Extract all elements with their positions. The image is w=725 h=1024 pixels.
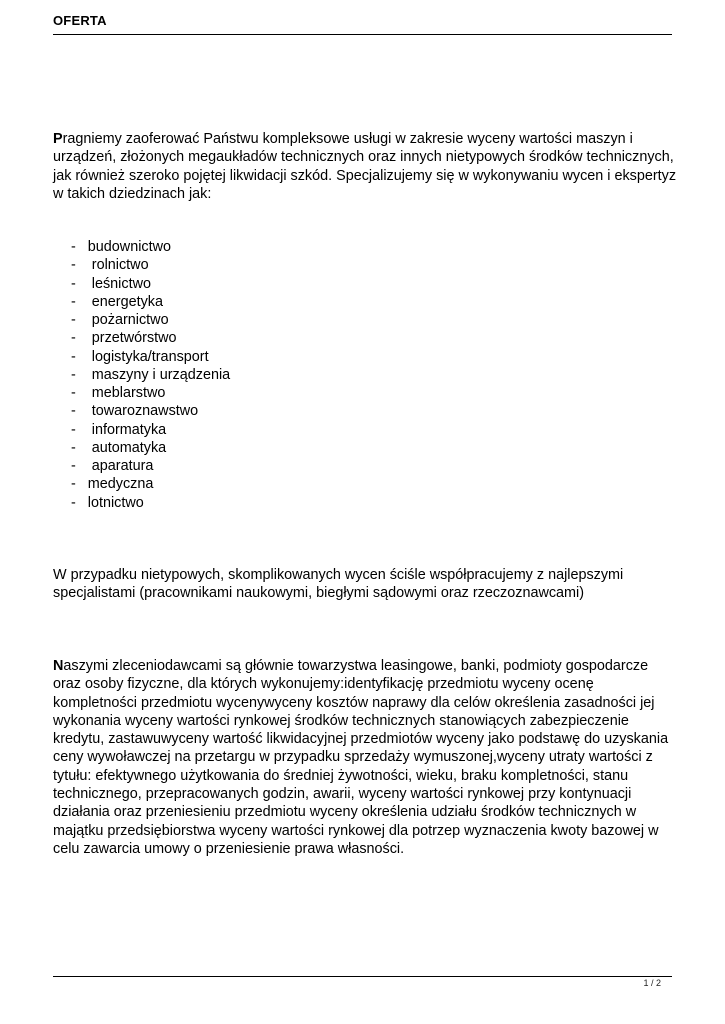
intro-text: ragniemy zaoferować Państwu kompleksowe usługi w zakresie wyceny wartości maszyn i urządzeń, złożonych megaukładów technicznych oraz innych nietypowych środków technicznych, jak również szeroko pojętej likwidacji szkód. Specjalizujemy się w wykonywaniu wycen i ekspertyz w takich dziedzinach jak: bbox=[53, 131, 677, 202]
list-item: - przetwórstwo bbox=[71, 330, 177, 347]
clients-initial: N bbox=[53, 658, 64, 674]
list-item: - meblarstwo bbox=[71, 385, 166, 401]
header-rule bbox=[53, 34, 672, 35]
page-header-title: OFERTA bbox=[53, 13, 107, 28]
list-item: - pożarnictwo bbox=[71, 312, 169, 328]
list-item: - maszyny i urządzenia bbox=[71, 366, 231, 383]
list-item: - rolnictwo bbox=[71, 257, 149, 274]
intro-paragraph bbox=[53, 130, 678, 203]
list-item: - budownictwo bbox=[71, 239, 171, 255]
intro-initial: P bbox=[53, 131, 63, 147]
list-item: - aparatura bbox=[71, 458, 154, 474]
list-item: - lotnictwo bbox=[71, 494, 144, 511]
list-item: - medyczna bbox=[71, 476, 154, 493]
list-item: - logistyka/transport bbox=[71, 348, 209, 365]
clients-text: aszymi zleceniodawcami są głównie towarzystwa leasingowe, banki, podmioty gospodarcze oraz osoby fizyczne, dla których wykonujemy:identyfikację przedmiotu wyceny ocenę kompletności przedmiotu wycenywyceny kosztów naprawy dla celów określenia zasadności jej wykonania wyceny wartości rynkowej środków technicznych stanowiących zabezpieczenie kredytu, zastawuwyceny wartość likwidacyjnej przedmiotów wyceny jako podstawę do uzyskania ceny wywoławczej na przetargu w przypadku sprzedaży wymuszonej,wyceny utraty wartości z tytułu: efektywnego użytkowania do średniej żywotności, wieku, braku kompletności, stanu technicznego, przepracowanych godzin, awarii, wyceny wartości rynkowej przy kontynuacji działania oraz przeniesieniu przedmiotu wyceny określenia udziału środków technicznych w majątku przedsiębiorstwa wyceny wartości rynkowej dla potrzep wyznaczenia kwoty bazowej w celu zawarcia umowy o przeniesienie prawa własności. bbox=[53, 658, 669, 857]
list-item: - towaroznawstwo bbox=[71, 403, 199, 420]
list-item: - automatyka bbox=[71, 439, 167, 456]
list-item: - informatyka bbox=[71, 421, 167, 438]
list-item: - energetyka bbox=[71, 293, 163, 310]
list-item: - leśnictwo bbox=[71, 275, 151, 292]
clients-paragraph bbox=[53, 657, 678, 858]
specialists-paragraph: W przypadku nietypowych, skomplikowanych wycen ściśle współpracujemy z najlepszymi specjalistami (pracownikami naukowymi, biegłymi sądowymi oraz rzeczoznawcami) bbox=[53, 567, 624, 602]
domains-list bbox=[71, 238, 230, 512]
page-number: 1 / 2 bbox=[643, 978, 661, 988]
footer-rule bbox=[53, 976, 672, 977]
